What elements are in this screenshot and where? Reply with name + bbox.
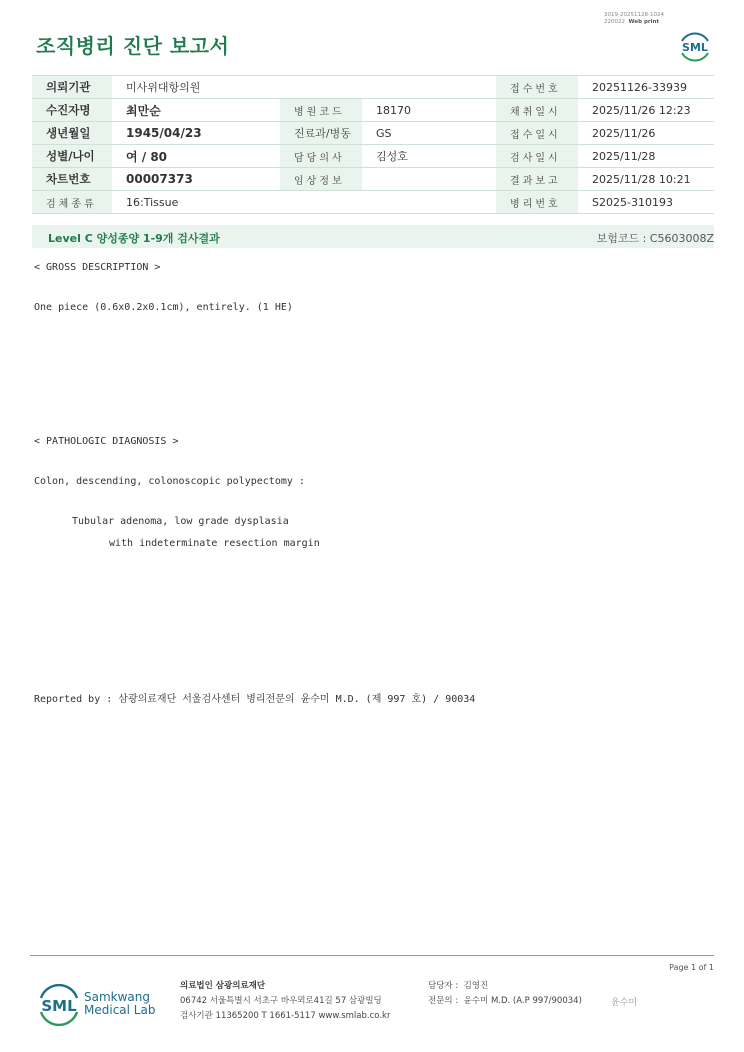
patient-info-table [32,75,714,214]
footer-org-name [84,991,155,1017]
value-chart-number: 00007373 [112,168,280,191]
value-receipt-date: 2025/11/26 [578,122,714,145]
reported-by: Reported by : 삼광의료재단 서울검사센터 병리전문의 윤수미 M.D. (제 997 호) / 90034 [34,694,476,705]
value-department: GS [362,122,496,145]
value-attending-doctor: 김성호 [362,145,496,168]
sml-logo-icon [37,982,81,1026]
label-attending-doctor: 담당의사 [280,145,362,168]
label-hospital-code: 병원코드 [280,99,362,122]
footer-staff-block [428,979,582,1009]
print-mode: 220022 Web print [604,19,660,25]
gross-heading: < GROSS DESCRIPTION > [34,262,161,273]
label-collection-datetime: 채취일시 [496,99,578,122]
info-row [32,191,714,214]
value-result-report: 2025/11/28 10:21 [578,168,714,191]
footer-address: 06742 서울특별시 서초구 바우뫼로41길 57 삼광빌딩 [180,996,382,1006]
footer-address-block [180,979,390,1024]
value-specimen-type: 16:Tissue [112,191,496,214]
label-test-date: 검사일시 [496,145,578,168]
exam-title: Level C 양성종양 1-9개 검사결과 [48,232,220,245]
org-line-1: Samkwang [84,990,150,1004]
page-number: Page 1 of 1 [669,963,714,972]
info-row [32,122,714,145]
label-chart-number: 차트번호 [32,168,112,191]
label-requesting-institution: 의뢰기관 [32,76,112,99]
sml-logo-icon [676,27,714,65]
value-sex-age: 여 / 80 [112,145,280,168]
staff-label: 담당자 : [428,981,459,991]
print-id: 3019-20251128-1024 [604,12,664,18]
diagnosis-heading: < PATHOLOGIC DIAGNOSIS > [34,436,179,447]
value-birth-date: 1945/04/23 [112,122,280,145]
info-row [32,145,714,168]
value-test-date: 2025/11/28 [578,145,714,168]
label-department: 진료과/병동 [280,122,362,145]
label-birth-date: 생년월일 [32,122,112,145]
footer-divider [30,955,714,956]
label-specimen-type: 검체종류 [32,191,112,214]
label-pathology-number: 병리번호 [496,191,578,214]
specialist-label: 전문의 : [428,996,459,1006]
specialist-name: 윤수미 M.D. (A.P 997/90034) [463,996,582,1006]
value-receipt-number: 20251126-33939 [578,76,714,99]
logo-text: SML [682,41,708,54]
page-title: 조직병리 진단 보고서 [36,34,230,58]
org-line-2: Medical Lab [84,1003,156,1017]
value-hospital-code: 18170 [362,99,496,122]
label-clinical-info: 임상정보 [280,168,362,191]
label-receipt-number: 접수번호 [496,76,578,99]
print-info [604,12,664,26]
info-row [32,76,714,99]
value-collection-datetime: 2025/11/26 12:23 [578,99,714,122]
footer-logo [37,982,155,1026]
footer-contact: 검사기관 11365200 T 1661-5117 www.smlab.co.kr [180,1011,391,1021]
foundation-name: 의료법인 삼광의료재단 [180,981,266,991]
footer-logo-text: SML [41,997,77,1015]
info-row [32,168,714,191]
value-pathology-number: S2025-310193 [578,191,714,214]
value-clinical-info [362,168,496,191]
label-result-report: 결과보고 [496,168,578,191]
staff-name: 김영진 [463,981,489,991]
value-requesting-institution: 미사위대항의원 [112,76,496,99]
signature: 윤수미 [611,998,638,1008]
info-row [32,99,714,122]
label-patient-name: 수진자명 [32,99,112,122]
diagnosis-site: Colon, descending, colonoscopic polypectomy : [34,476,305,487]
insurance-code: 보험코드 : C5603008Z [596,232,714,245]
gross-text: One piece (0.6x0.2x0.1cm), entirely. (1 HE) [34,302,293,313]
diagnosis-line-2: with indeterminate resection margin [109,538,320,549]
label-sex-age: 성별/나이 [32,145,112,168]
value-patient-name: 최만순 [112,99,280,122]
label-receipt-date: 접수일시 [496,122,578,145]
diagnosis-line-1: Tubular adenoma, low grade dysplasia [72,516,289,527]
